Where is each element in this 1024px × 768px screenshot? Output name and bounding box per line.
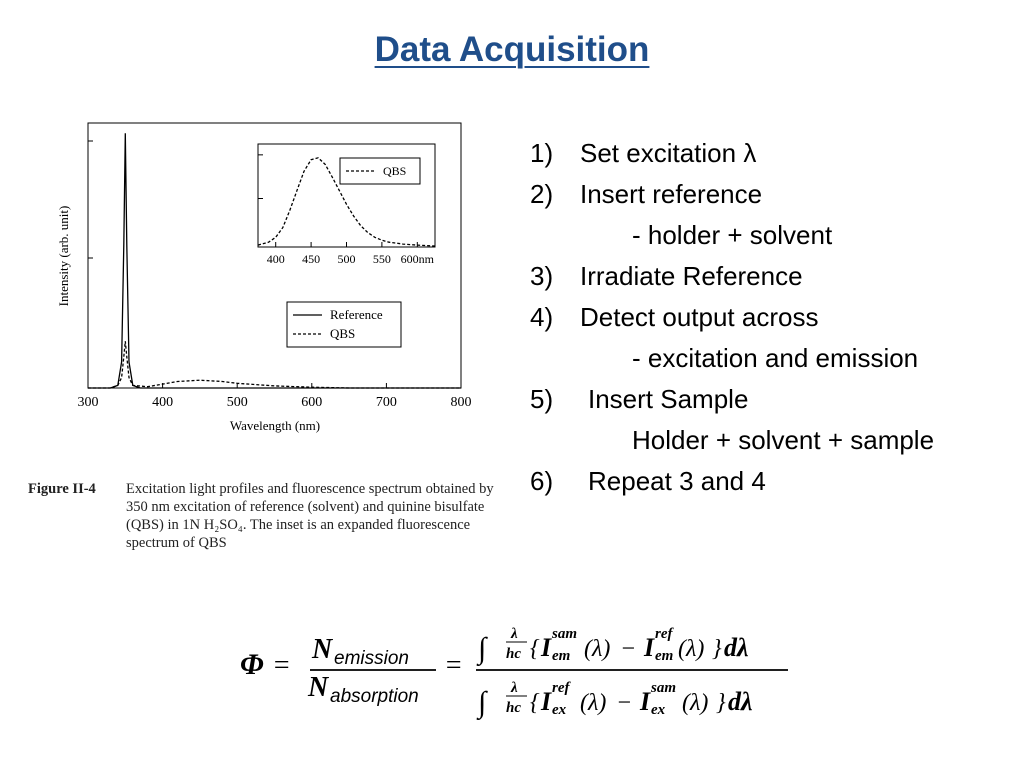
formula-lambda-paren-bottom-1: (λ): [580, 690, 607, 716]
formula-n-den: N: [308, 672, 329, 703]
formula-i-bottom-2: I: [640, 687, 651, 716]
main-x-tick-label: 300: [77, 395, 99, 410]
inset-x-tick-label: 400: [266, 252, 285, 266]
inset-x-tick-label: 550: [372, 252, 391, 266]
main-x-tick-label: 700: [375, 395, 397, 410]
formula-brace-open-top: {: [530, 636, 540, 662]
formula-svg: [240, 614, 800, 724]
step-number: 3): [530, 261, 554, 291]
formula-brace-close-bottom: }: [716, 690, 726, 716]
formula-top-2-sup: ref: [655, 626, 673, 642]
formula-i-top-2: I: [644, 633, 655, 662]
inset-legend-qbs-label: QBS: [383, 164, 407, 178]
slide-title-text: Data Acquisition: [374, 30, 650, 69]
formula-n-den-sub: absorption: [330, 686, 419, 707]
step-text: Repeat 3 and 4: [588, 466, 766, 496]
caption-text: Excitation light profiles and fluorescence spectrum obtained by 350 nm excitation of reference (solvent) and quinine bisulfate (QBS) in 1N H₂SO₄. The inset is an expanded fluorescence spectrum of QBS: [126, 481, 494, 551]
step-text: Set excitation λ: [580, 138, 757, 168]
formula-lambda-top: λ: [511, 626, 518, 642]
formula-i-bottom-1: I: [541, 687, 552, 716]
legend-reference-label: Reference: [330, 307, 383, 322]
step-text: Irradiate Reference: [580, 261, 803, 291]
formula-integral-bottom: ∫: [478, 686, 487, 719]
formula-bottom-1-sub: ex: [552, 702, 567, 718]
step-text: Insert Sample: [588, 384, 749, 414]
main-x-axis-label: Wavelength (nm): [229, 418, 321, 433]
formula-bottom-1-sup: ref: [552, 680, 570, 696]
main-x-tick-label: 600: [301, 395, 323, 410]
formula-lambda-paren-top-2: (λ): [678, 636, 705, 662]
main-x-tick-label: 500: [226, 395, 248, 410]
formula-top-2-sub: em: [655, 648, 674, 664]
step-number: 6): [530, 466, 554, 496]
formula-hc-bottom: hc: [506, 700, 521, 716]
formula-dlambda-top: dλ: [724, 633, 749, 662]
formula-n-num-sub: emission: [334, 648, 409, 669]
formula-equals-2: =: [444, 650, 463, 681]
main-legend: [287, 302, 401, 347]
caption-label: Figure II-4: [28, 481, 96, 497]
formula-equals-1: =: [272, 650, 291, 681]
main-x-tick-label: 400: [152, 395, 174, 410]
formula-lambda-paren-bottom-2: (λ): [682, 690, 709, 716]
formula-brace-open-bottom: {: [530, 690, 540, 716]
quantum-yield-formula: [240, 614, 800, 724]
formula-top-1-sup: sam: [552, 626, 578, 642]
inset-x-tick-label: 500: [337, 252, 356, 266]
step-text: Detect output across: [580, 302, 819, 332]
formula-bottom-2-sub: ex: [651, 702, 666, 718]
formula-phi: Φ: [240, 648, 264, 681]
main-y-axis-label: Intensity (arb. unit): [56, 205, 71, 307]
formula-dlambda-bottom: dλ: [728, 687, 753, 716]
formula-hc-top: hc: [506, 646, 521, 662]
main-series-qbs-line: [88, 341, 461, 388]
formula-integral-top: ∫: [478, 632, 487, 665]
formula-minus-top: −: [620, 636, 637, 662]
step-detail-text: - holder + solvent: [632, 220, 833, 250]
inset-chart: [258, 144, 435, 266]
formula-brace-close-top: }: [712, 636, 722, 662]
formula-minus-bottom: −: [616, 690, 633, 716]
legend-qbs-label: QBS: [330, 326, 356, 341]
inset-x-tick-label: 450: [302, 252, 321, 266]
step-detail-text: Holder + solvent + sample: [632, 425, 935, 455]
step-number: 2): [530, 179, 554, 209]
formula-top-1-sub: em: [552, 648, 571, 664]
step-number: 5): [530, 384, 554, 414]
slide-title: [0, 30, 1024, 70]
formula-bottom-2-sup: sam: [651, 680, 677, 696]
step-number: 1): [530, 138, 554, 168]
formula-i-top-1: I: [541, 633, 552, 662]
formula-lambda-bottom: λ: [511, 680, 518, 696]
figure-chart: [0, 110, 520, 480]
step-text: Insert reference: [580, 179, 763, 209]
step-number: 4): [530, 302, 554, 332]
inset-x-tick-label: 600nm: [400, 252, 434, 266]
formula-lambda-paren-top-1: (λ): [584, 636, 611, 662]
main-x-tick-label: 800: [450, 395, 472, 410]
formula-n-num: N: [312, 634, 333, 665]
step-detail-text: - excitation and emission: [632, 343, 919, 373]
